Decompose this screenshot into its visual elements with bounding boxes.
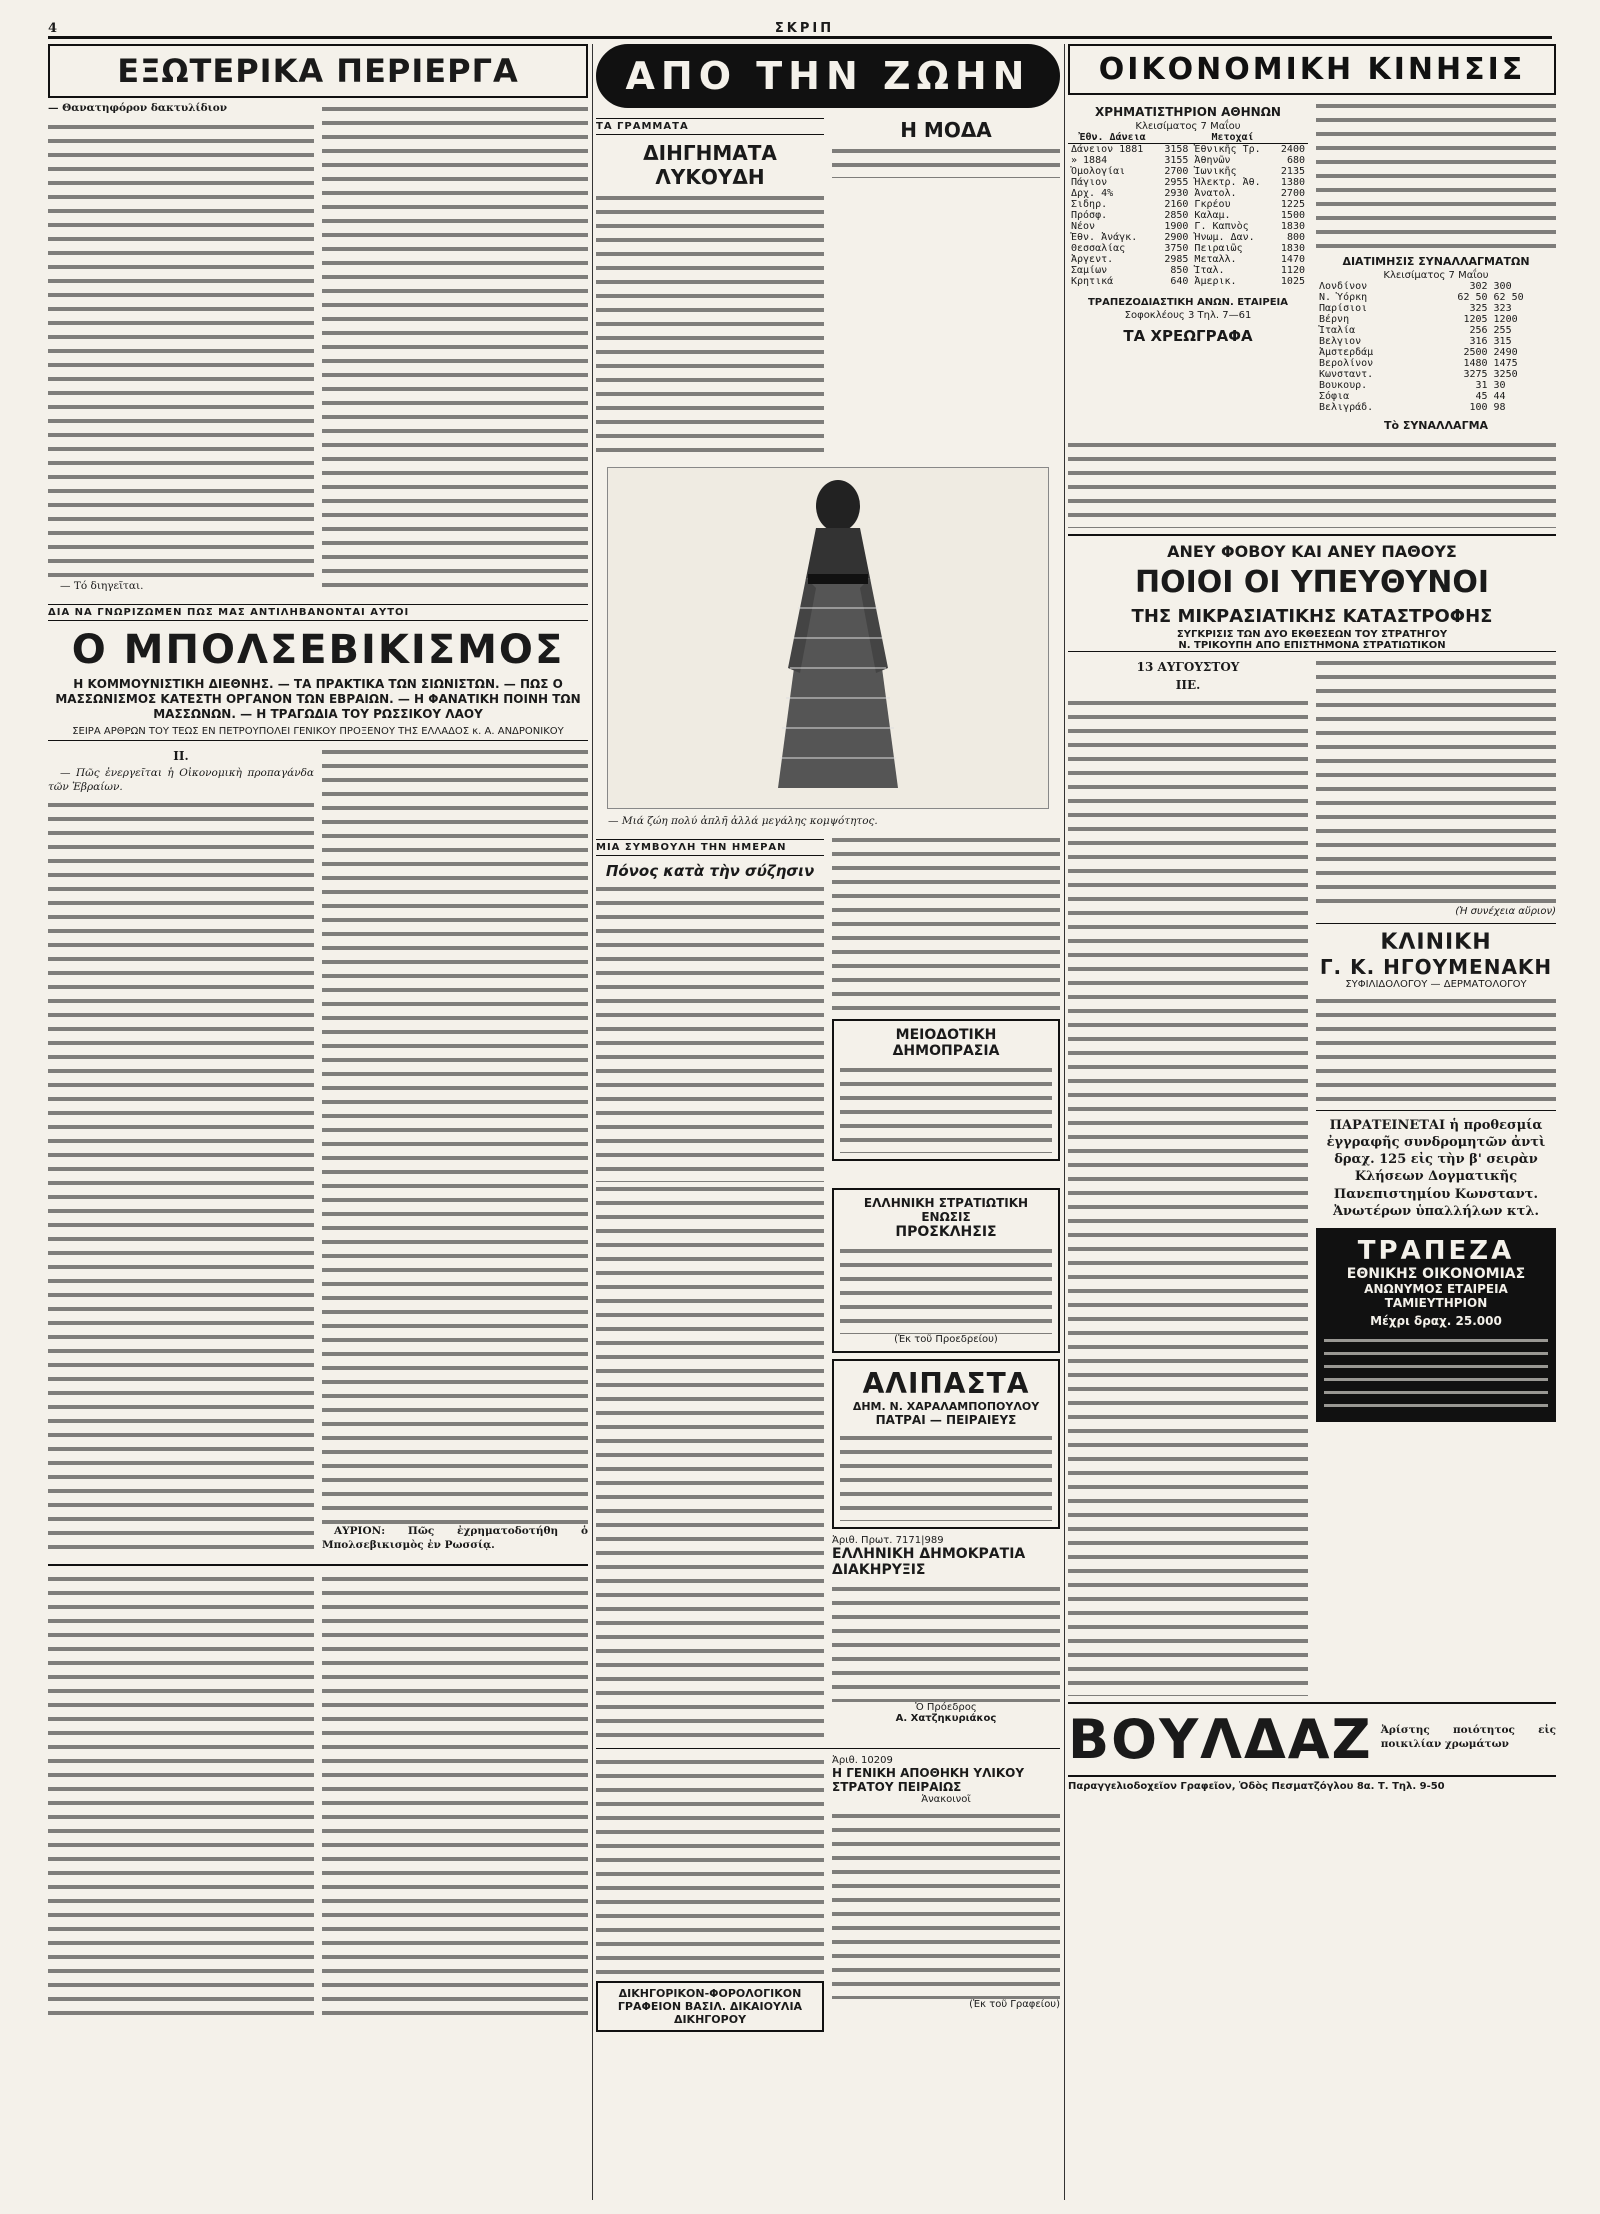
table-row: [1316, 281, 1556, 292]
table-cell: [1274, 132, 1308, 144]
tomorrow-note: ΑΥΡΙΟΝ: Πῶς ἐχρηματοδοτήθη ὁ Μπολσεβικισμὸς ἐν Ρωσσίᾳ.: [322, 1524, 588, 1551]
table-cell: » 1884: [1071, 155, 1108, 166]
table-cell: Βερολίνον: [1319, 358, 1374, 369]
table-cell: 2850: [1164, 210, 1189, 221]
table-cell: Ἀθηνῶν: [1194, 155, 1231, 166]
ad-name: ΔΗΜ. Ν. ΧΑΡΑΛΑΜΠΟΠΟΥΛΟΥ: [852, 1399, 1040, 1413]
table-cell: 850: [1170, 265, 1189, 276]
column-rule: [592, 44, 593, 2200]
deck: Η ΚΟΜΜΟΥΝΙΣΤΙΚΗ ΔΙΕΘΝΗΣ. — ΤΑ ΠΡΑΚΤΙΚΑ ΤΩΝ ΣΙΩΝΙΣΤΩΝ. — ΠΩΣ Ο ΜΑΣΣΩΝΙΣΜΟΣ ΚΑΤΕΣΤΗ ΟΡΓΑΝΟΝ ΤΩΝ ΕΒΡΑΙΩΝ. — Η ΦΑΝΑΤΙΚΗ ΠΟΙΝΗ ΤΩΝ ΜΑΣΣΩΝΩΝ. — Η ΤΡΑΓΩΔΙΑ ΤΟΥ ΡΩΣΣΙΚΟΥ ΛΑΟΥ: [55, 676, 581, 721]
table-cell: Σόφια: [1319, 391, 1350, 402]
table-cell: 1225: [1280, 199, 1305, 210]
table-cell: 2985: [1164, 254, 1189, 265]
table-row: [1068, 155, 1308, 166]
table-row: [1068, 210, 1308, 221]
table-cell: 2490: [1493, 347, 1518, 358]
dress-figure-icon: [608, 468, 1048, 808]
table-cell: Μεταλλ.: [1194, 254, 1237, 265]
kicker: ΔΙΑ ΝΑ ΓΝΩΡΙΖΩΜΕΝ ΠΩΣ ΜΑΣ ΑΝΤΙΛΗΒΑΝΟΝΤΑΙ ΑΥΤΟΙ: [48, 604, 588, 621]
table-cell: Γ. Καπνὸς: [1194, 221, 1249, 232]
table-cell: 800: [1286, 232, 1305, 243]
article-text: [840, 1431, 1052, 1521]
table-cell: Μετοχαί: [1191, 132, 1273, 144]
table-cell: Ἐθν. Ἀνάγκ.: [1071, 232, 1138, 243]
table-cell: Ἀμερικ.: [1194, 276, 1237, 287]
table-row: [1316, 303, 1556, 314]
column-economic: [1068, 44, 1556, 1792]
footer-line: Παραγγελιοδοχεῖον Γραφεῖον, Ὁδὸς Πεσματζόγλου 8α. Τ. Τηλ. 9-50: [1068, 1781, 1445, 1792]
table-row: [1068, 144, 1308, 156]
bank-ad: [1316, 1228, 1556, 1422]
article-text: [832, 833, 1060, 1013]
clinic-head: ΚΛΙΝΙΚΗ: [1380, 930, 1492, 955]
table-row: [1068, 254, 1308, 265]
alipasta-ad: [832, 1359, 1060, 1529]
table-cell: 1830: [1280, 243, 1305, 254]
table-row: [1316, 336, 1556, 347]
table-row: [1316, 380, 1556, 391]
table-cell: Ἀνατολ.: [1194, 188, 1237, 199]
table-cell: 98: [1493, 402, 1506, 413]
section-title: ΟΙΚΟΝΟΜΙΚΗ ΚΙΝΗΣΙΣ: [1068, 44, 1556, 95]
bank-head: ΤΡΑΠΕΖΟΔΙΑΣΤΙΚΗ ΑΝΩΝ. ΕΤΑΙΡΕΙΑ: [1087, 297, 1288, 308]
history-date: 13 ΑΥΓΟΥΣΤΟΥ: [1136, 660, 1240, 674]
bank-ad-top: ΤΡΑΠΕΖΑ: [1357, 1235, 1515, 1266]
table-cell: Δάνειον 1881: [1071, 144, 1144, 155]
article-text: [596, 191, 824, 461]
article-text: [840, 1244, 1052, 1334]
table-cell: Πρόσφ.: [1071, 210, 1108, 221]
article-text: [322, 102, 588, 592]
table-row: [1316, 314, 1556, 325]
table-cell: Λονδίνον: [1319, 281, 1368, 292]
history-deck2: Ν. ΤΡΙΚΟΥΠΗ ΑΠΟ ΕΠΙΣΤΗΜΟΝΑ ΣΤΡΑΤΙΩΤΙΚΟΝ: [1068, 640, 1556, 652]
masthead-name: ΣΚΡΙΠ: [774, 21, 835, 36]
table-cell: Πειραιῶς: [1194, 243, 1243, 254]
table-row: [1068, 132, 1308, 144]
lede: — Πῶς ἐνεργεῖται ἡ Οἰκονομικὴ προπαγάνδα τῶν Ἑβραίων.: [48, 766, 314, 793]
history-top: ΑΝΕΥ ΦΟΒΟΥ ΚΑΙ ΑΝΕΥ ΠΑΘΟΥΣ: [1167, 542, 1457, 561]
table-row: [1068, 265, 1308, 276]
stock-table: [1068, 132, 1308, 287]
table-row: [1316, 358, 1556, 369]
ta-head: ΤΑ ΧΡΕΩΓΡΑΦΑ: [1123, 327, 1253, 345]
article-text: [1068, 438, 1556, 528]
union-title: ΕΛΛΗΝΙΚΗ ΣΤΡΑΤΙΩΤΙΚΗ ΕΝΩΣΙΣ: [863, 1195, 1029, 1224]
decl-sub: ΔΙΑΚΗΡΥΞΙΣ: [832, 1561, 926, 1578]
table-cell: 1120: [1280, 265, 1305, 276]
bank-sub: Σοφοκλέους 3 Τηλ. 7—61: [1124, 310, 1252, 321]
table-cell: 44: [1493, 391, 1506, 402]
table-cell: 2930: [1164, 188, 1189, 199]
table-cell: Βέρνη: [1319, 314, 1350, 325]
bank-ad-sub2: ΤΑΜΙΕΥΤΗΡΙΟΝ: [1384, 1295, 1488, 1310]
article-text: [48, 120, 314, 580]
table-row: [1316, 391, 1556, 402]
clinic-name: Γ. Κ. ΗΓΟΥΜΕΝΑΚΗ: [1319, 955, 1553, 979]
table-row: [1068, 166, 1308, 177]
article-text: [832, 1582, 1060, 1702]
table-row: [1068, 199, 1308, 210]
table-cell: 1900: [1164, 221, 1189, 232]
table-cell: Ἀμστερδάμ: [1319, 347, 1374, 358]
fx-date: Κλεισίματος 7 Μαΐου: [1383, 270, 1489, 281]
table-cell: Καλαμ.: [1194, 210, 1231, 221]
history-sub: ΤΗΣ ΜΙΚΡΑΣΙΑΤΙΚΗΣ ΚΑΤΑΣΤΡΟΦΗΣ: [1131, 606, 1493, 627]
depot-sub: Ἀνακοινοῖ: [921, 1793, 971, 1805]
section-title: ΑΠΟ ΤΗΝ ΖΩΗΝ: [596, 44, 1060, 108]
fx-head: ΔΙΑΤΙΜΗΣΙΣ ΣΥΝΑΛΛΑΓΜΑΤΩΝ: [1342, 255, 1530, 268]
table-cell: 316: [1469, 336, 1488, 347]
divider: [596, 1748, 1060, 1749]
table-cell: 3158: [1164, 144, 1189, 155]
table-row: [1068, 221, 1308, 232]
pain-head: Πόνος κατὰ τὴν σύζησιν: [605, 861, 815, 880]
table-cell: Θεσσαλίας: [1071, 243, 1126, 254]
table-cell: Κωνσταντ.: [1319, 369, 1374, 380]
table-cell: 1380: [1280, 177, 1305, 188]
subscription-notice: ΠΑΡΑΤΕΙΝΕΤΑΙ ἡ προθεσμία ἐγγραφῆς συνδρομητῶν ἀντὶ δραχ. 125 εἰς τὴν β' σειρὰν Κλήσεων Δογματικῆς Πανεπιστημίου Κωνσταντ. Ἀνωτέρων ὑπαλλήλων κτλ.: [1326, 1118, 1546, 1219]
table-cell: 255: [1493, 325, 1512, 336]
item-end: — Τό διηγεῖται.: [60, 579, 144, 592]
table-row: [1316, 347, 1556, 358]
divider: [1316, 1110, 1556, 1111]
history-tomorrow: (Ἡ συνέχεια αὔριον): [1455, 906, 1556, 917]
vouldaz-logo: ΒΟΥΛΔΑΖ: [1068, 1708, 1373, 1771]
headline: Ο ΜΠΟΛΣΕΒΙΚΙΣΜΟΣ: [71, 626, 565, 673]
column-foreign-curiosities: [48, 44, 588, 2022]
table-cell: 1830: [1280, 221, 1305, 232]
article-text: [1316, 99, 1556, 249]
kicker: ΜΙΑ ΣΥΜΒΟΥΛΗ ΤΗΝ ΗΜΕΡΑΝ: [596, 839, 824, 856]
article-text: [322, 745, 588, 1525]
bank-ad-amount: Μέχρι δραχ. 25.000: [1370, 1313, 1502, 1328]
table-row: [1068, 243, 1308, 254]
bank-ad-name: ΕΘΝΙΚΗΣ ΟΙΚΟΝΟΜΙΑΣ: [1346, 1265, 1526, 1282]
table-cell: Ἰταλία: [1319, 325, 1356, 336]
history-part: ΙΙΕ.: [1175, 678, 1201, 692]
table-cell: 1470: [1280, 254, 1305, 265]
table-cell: 3275: [1463, 369, 1488, 380]
office-ad: ΔΙΚΗΓΟΡΙΚΟΝ-ΦΟΡΟΛΟΓΙΚΟΝ ΓΡΑΦΕΙΟΝ ΒΑΣΙΛ. ΔΙΚΑΙΟΥΛΙΑ ΔΙΚΗΓΟΡΟΥ: [617, 1986, 803, 2026]
history-head: ΠΟΙΟΙ ΟΙ ΥΠΕΥΘΥΝΟΙ: [1134, 565, 1490, 600]
article-text: [48, 1572, 314, 2022]
article-text: [1068, 696, 1308, 1696]
table-cell: 1475: [1493, 358, 1518, 369]
stock-head: ΧΡΗΜΑΤΙΣΤΗΡΙΟΝ ΑΘΗΝΩΝ: [1095, 105, 1281, 119]
table-row: [1068, 232, 1308, 243]
article-text: [596, 1755, 824, 1975]
table-cell: 2135: [1280, 166, 1305, 177]
table-cell: 2955: [1164, 177, 1189, 188]
table-cell: Δρχ. 4%: [1071, 188, 1114, 199]
table-cell: Ἠλεκτρ. Ἀθ.: [1194, 177, 1261, 188]
table-cell: 323: [1493, 303, 1512, 314]
table-row: [1068, 177, 1308, 188]
article-text: [322, 1572, 588, 2022]
law-office-ad: [596, 1981, 824, 2032]
table-cell: 62 50: [1493, 292, 1524, 303]
table-cell: Πάγιον: [1071, 177, 1108, 188]
table-cell: 300: [1493, 281, 1512, 292]
table-cell: [1157, 132, 1191, 144]
table-cell: Ἰταλ.: [1194, 265, 1225, 276]
military-union-notice: [832, 1188, 1060, 1353]
table-cell: Ἐθνικῆς Τρ.: [1194, 144, 1261, 155]
article-text: [596, 882, 824, 1182]
table-cell: 325: [1469, 303, 1488, 314]
table-cell: 2160: [1164, 199, 1189, 210]
table-cell: Βελγιον: [1319, 336, 1362, 347]
union-sign: (Ἐκ τοῦ Προεδρείου): [894, 1333, 998, 1345]
fashion-caption: — Μιά ζώη πολύ ἁπλῆ ἀλλά μεγάλης κομψότητος.: [608, 815, 878, 827]
table-cell: 640: [1170, 276, 1189, 287]
table-cell: 2700: [1280, 188, 1305, 199]
table-row: [1068, 188, 1308, 199]
table-cell: Νέον: [1071, 221, 1096, 232]
decl-num: Ἀριθ. Πρωτ. 7171|989: [832, 1534, 944, 1546]
table-cell: 3250: [1493, 369, 1518, 380]
depot-title: Η ΓΕΝΙΚΗ ΑΠΟΘΗΚΗ ΥΛΙΚΟΥ ΣΤΡΑΤΟΥ ΠΕΙΡΑΙΩΣ: [832, 1765, 1025, 1794]
depot-num: Ἀριθ. 10209: [832, 1754, 893, 1766]
table-cell: 1205: [1463, 314, 1488, 325]
section-title: ΕΞΩΤΕΡΙΚΑ ΠΕΡΙΕΡΓΑ: [48, 44, 588, 98]
table-cell: 62 50: [1457, 292, 1488, 303]
table-cell: 2400: [1280, 144, 1305, 155]
article-text: [840, 1063, 1052, 1153]
ad-place: ΠΑΤΡΑΙ — ΠΕΙΡΑΙΕΥΣ: [875, 1412, 1017, 1427]
article-text: [832, 1809, 1060, 1999]
union-sub: ΠΡΟΣΚΛΗΣΙΣ: [895, 1223, 997, 1240]
table-cell: 302: [1469, 281, 1488, 292]
table-cell: Γκρέου: [1194, 199, 1231, 210]
article-text: [48, 798, 314, 1558]
table-row: [1316, 325, 1556, 336]
fashion-head: Η ΜΟΔΑ: [900, 118, 992, 142]
table-cell: Ὁμολογίαι: [1071, 166, 1126, 177]
article-text: [596, 1182, 824, 1742]
divider: [48, 1564, 588, 1566]
table-row: [1316, 369, 1556, 380]
table-cell: Ν. Ὑόρκη: [1319, 292, 1368, 303]
decl-title: ΕΛΛΗΝΙΚΗ ΔΗΜΟΚΡΑΤΙΑ: [832, 1545, 1026, 1562]
article-text: [1316, 994, 1556, 1104]
divider: [1316, 923, 1556, 924]
table-cell: 2700: [1164, 166, 1189, 177]
depot-end: (Ἐκ τοῦ Γραφείου): [969, 1998, 1060, 2010]
table-cell: 1500: [1280, 210, 1305, 221]
vouldaz-text: Ἀρίστης ποιότητος εἰς ποικιλίαν χρωμάτων: [1380, 1723, 1556, 1750]
history-deck: ΣΥΓΚΡΙΣΙΣ ΤΩΝ ΔΥΟ ΕΚΘΕΣΕΩΝ ΤΟΥ ΣΤΡΑΤΗΓΟΥ: [1176, 629, 1448, 640]
table-cell: Βουκουρ.: [1319, 380, 1368, 391]
fx-note: Τὸ ΣΥΝΑΛΛΑΓΜΑ: [1383, 419, 1489, 432]
table-cell: 31: [1475, 380, 1488, 391]
column-rule: [1064, 44, 1065, 2200]
article-text: [1316, 656, 1556, 906]
part-number: ΙΙ.: [173, 748, 189, 763]
decl-name: Α. Χατζηκυριάκος: [895, 1712, 997, 1724]
table-cell: 1200: [1493, 314, 1518, 325]
table-cell: Παρίσιοι: [1319, 303, 1368, 314]
table-cell: 3750: [1164, 243, 1189, 254]
auction-notice: [832, 1019, 1060, 1161]
page-number: 4: [48, 21, 58, 36]
bank-ad-text: [1324, 1334, 1548, 1414]
letters-head: ΔΙΗΓΗΜΑΤΑ ΛΥΚΟΥΔΗ: [643, 141, 777, 189]
column-from-life: [596, 44, 1060, 2038]
fashion-illustration: [607, 467, 1049, 809]
bank-ad-sub: ΑΝΩΝΥΜΟΣ ΕΤΑΙΡΕΙΑ: [1364, 1281, 1508, 1296]
ad-title: ΑΛΙΠΑΣΤΑ: [862, 1366, 1030, 1400]
table-cell: 1025: [1280, 276, 1305, 287]
table-cell: 315: [1493, 336, 1512, 347]
kicker: ΤΑ ΓΡΑΜΜΑΤΑ: [596, 118, 824, 135]
byline: ΣΕΙΡΑ ΑΡΘΡΩΝ ΤΟΥ ΤΕΩΣ ΕΝ ΠΕΤΡΟΥΠΟΛΕΙ ΓΕΝΙΚΟΥ ΠΡΟΞΕΝΟΥ ΤΗΣ ΕΛΛΑΔΟΣ κ. Α. ΑΝΔΡΟΝΙΚΟΥ: [48, 726, 588, 741]
table-cell: Σαμίων: [1071, 265, 1108, 276]
table-cell: 2900: [1164, 232, 1189, 243]
item-head: — Θανατηφόρον δακτυλίδιον: [48, 102, 227, 114]
table-row: [1316, 402, 1556, 413]
table-row: [1068, 276, 1308, 287]
fx-table: [1316, 281, 1556, 413]
decl-sign: Ὁ Πρόεδρος: [915, 1701, 977, 1713]
table-cell: 30: [1493, 380, 1506, 391]
table-cell: Βελιγράδ.: [1319, 402, 1374, 413]
divider: [1068, 534, 1556, 536]
stock-date: Κλεισίματος 7 Μαΐου: [1135, 121, 1241, 132]
table-cell: Ἰωνικῆς: [1194, 166, 1237, 177]
article-text: [832, 144, 1060, 178]
table-cell: Ἐθν. Δάνεια: [1068, 132, 1157, 144]
table-cell: Σιδηρ.: [1071, 199, 1108, 210]
table-cell: Ἀργεντ.: [1071, 254, 1114, 265]
table-row: [1316, 292, 1556, 303]
table-cell: 45: [1475, 391, 1488, 402]
table-cell: 1480: [1463, 358, 1488, 369]
table-cell: 3155: [1164, 155, 1189, 166]
table-cell: 2500: [1463, 347, 1488, 358]
clinic-sub: ΣΥΦΙΛΙΔΟΛΟΓΟΥ — ΔΕΡΜΑΤΟΛΟΓΟΥ: [1345, 979, 1527, 990]
table-cell: Ἡνωμ. Δαν.: [1194, 232, 1255, 243]
auction-title: ΜΕΙΟΔΟΤΙΚΗ ΔΗΜΟΠΡΑΣΙΑ: [892, 1026, 1000, 1059]
table-cell: 100: [1469, 402, 1488, 413]
table-cell: 256: [1469, 325, 1488, 336]
top-bar: [48, 14, 1552, 39]
table-cell: Κρητικά: [1071, 276, 1114, 287]
table-cell: 680: [1286, 155, 1305, 166]
